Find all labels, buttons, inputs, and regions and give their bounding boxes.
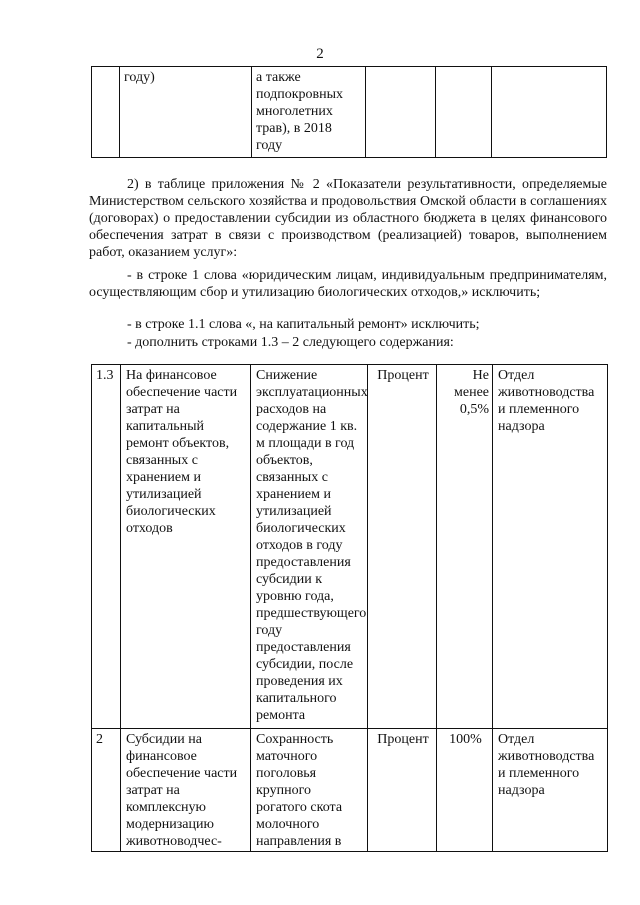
table-cell: году) bbox=[120, 67, 252, 158]
target-value: 100% bbox=[437, 729, 493, 852]
continued-table bbox=[91, 66, 607, 158]
table-cell bbox=[92, 67, 120, 158]
indicators-table bbox=[91, 364, 608, 852]
table-row bbox=[92, 365, 608, 729]
table-row bbox=[92, 729, 608, 852]
table-cell: а также подпокровных многолетних трав), в 2018 году bbox=[252, 67, 366, 158]
subsidy-name: Субсидии на финансовое обеспечение части затрат на комплексную модернизацию животноводчес- bbox=[121, 729, 251, 852]
page-number: 2 bbox=[316, 46, 324, 62]
indicator-text: Снижение эксплуатационных расходов на содержание 1 кв. м площади в год объектов, связанных с хранением и утилизацией биологических отходов в году предоставления субсидии к уровню года, предшествующего году предоставления субсидии, после проведения их капитального ремонта bbox=[251, 365, 368, 729]
paragraph-row-1-change: - в строке 1 слова «юридическим лицам, индивидуальным предпринимателям, осуществляющим сбор и утилизацию биологических отходов,» исключить; bbox=[89, 268, 607, 300]
table-cell bbox=[492, 67, 607, 158]
table-row bbox=[92, 67, 607, 158]
target-value: Не менее 0,5% bbox=[437, 365, 493, 729]
row-number: 2 bbox=[92, 729, 121, 852]
table-cell bbox=[366, 67, 436, 158]
paragraph-amendment-2: 2) в таблице приложения № 2 «Показатели результативности, определяемые Министерством сельского хозяйства и продовольствия Омской области в соглашениях (договорах) о предоставлении субсидии из областного бюджета в целях финансового обеспечения затрат в связи с производством (реализацией) товаров, выполнением работ, оказанием услуг»: bbox=[89, 177, 607, 260]
responsible-department: Отдел животноводства и племенного надзора bbox=[493, 365, 608, 729]
table-cell bbox=[436, 67, 492, 158]
paragraph-add-rows: - дополнить строками 1.3 – 2 следующего содержания: bbox=[127, 335, 454, 350]
unit-text: Процент bbox=[368, 365, 437, 729]
indicator-text: Сохранность маточного поголовья крупного рогатого скота молочного направления в bbox=[251, 729, 368, 852]
unit-text: Процент bbox=[368, 729, 437, 852]
row-number: 1.3 bbox=[92, 365, 121, 729]
responsible-department: Отдел животноводства и племенного надзора bbox=[493, 729, 608, 852]
subsidy-name: На финансовое обеспечение части затрат на капитальный ремонт объектов, связанных с хранением и утилизацией биологических отходов bbox=[121, 365, 251, 729]
paragraph-row-1-1-change: - в строке 1.1 слова «, на капитальный ремонт» исключить; bbox=[127, 317, 480, 332]
